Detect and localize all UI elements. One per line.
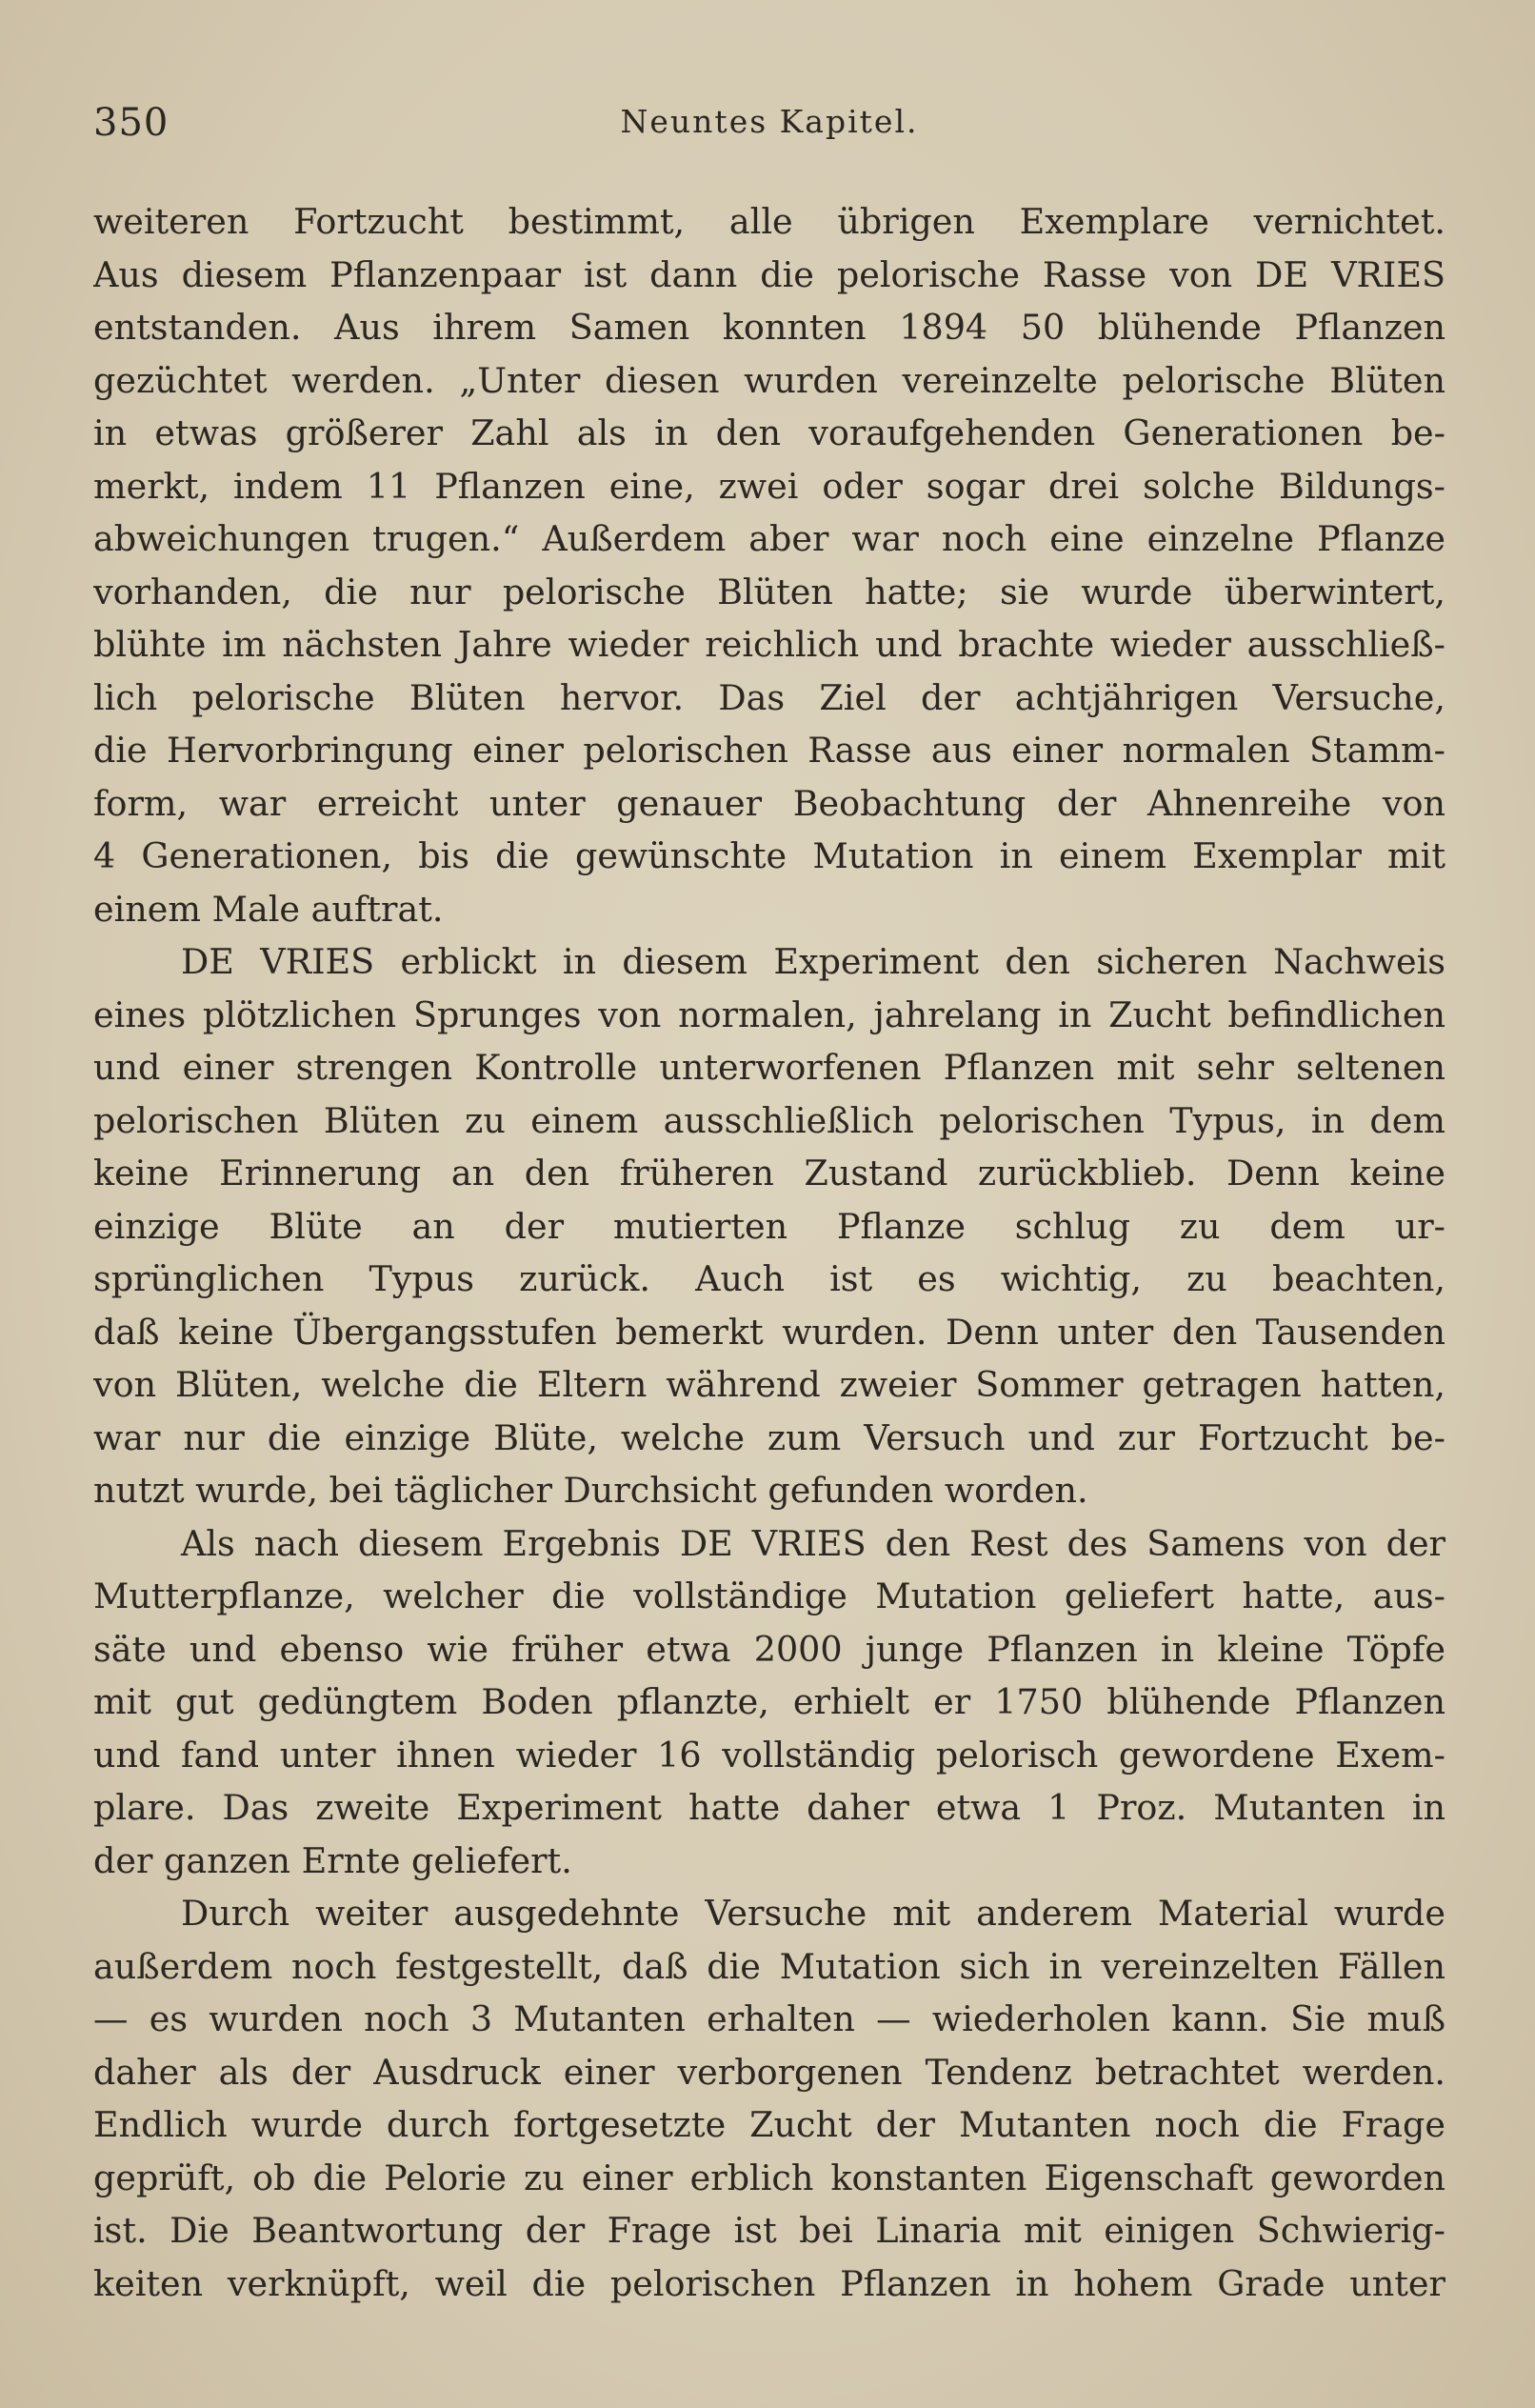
text-line: säte und ebenso wie früher etwa 2000 junge Pflanzen in kleine Töpfe	[93, 1628, 1445, 1670]
text-line: merkt, indem 11 Pflanzen eine, zwei oder sogar drei solche Bildungs-	[93, 465, 1445, 507]
text-line: daher als der Ausdruck einer verborgenen Tendenz betrachtet werden.	[93, 2051, 1445, 2093]
text-line: Endlich wurde durch fortgesetzte Zucht der Mutanten noch die Frage	[93, 2104, 1445, 2145]
page-number: 350	[93, 101, 169, 145]
paragraph-first-line: Als nach diesem Ergebnis DE VRIES den Rest des Samens von der	[181, 1522, 1445, 1564]
text-line: weiteren Fortzucht bestimmt, alle übrigen Exemplare vernichtet.	[93, 201, 1445, 242]
text-line: mit gut gedüngtem Boden pflanzte, erhielt er 1750 blühende Pflanzen	[93, 1681, 1445, 1722]
text-line: und einer strengen Kontrolle unterworfenen Pflanzen mit sehr seltenen	[93, 1047, 1445, 1088]
text-line: blühte im nächsten Jahre wieder reichlich und brachte wieder ausschließ-	[93, 624, 1445, 665]
text-line: außerdem noch festgestellt, daß die Mutation sich in vereinzelten Fällen	[93, 1945, 1445, 1987]
page-header	[93, 93, 1445, 150]
text-line: — es wurden noch 3 Mutanten erhalten — wiederholen kann. Sie muß	[93, 1998, 1445, 2039]
text-line: eines plötzlichen Sprunges von normalen, jahrelang in Zucht befindlichen	[93, 993, 1445, 1035]
text-line: 4 Generationen, bis die gewünschte Mutation in einem Exemplar mit	[93, 835, 1445, 876]
running-head: Neuntes Kapitel.	[620, 103, 919, 140]
text-line: keine Erinnerung an den früheren Zustand zurückblieb. Denn keine	[93, 1153, 1445, 1194]
text-line: daß keine Übergangsstufen bemerkt wurden. Denn unter den Tausenden	[93, 1311, 1445, 1353]
text-line: geprüft, ob die Pelorie zu einer erblich konstanten Eigenschaft geworden	[93, 2157, 1445, 2198]
text-line: Mutterpflanze, welcher die vollständige Mutation geliefert hatte, aus-	[93, 1575, 1445, 1616]
text-line: die Hervorbringung einer pelorischen Rasse aus einer normalen Stamm-	[93, 730, 1445, 771]
text-line: pelorischen Blüten zu einem ausschließlich pelorischen Typus, in dem	[93, 1099, 1445, 1141]
paragraph-first-line: Durch weiter ausgedehnte Versuche mit anderem Material wurde	[181, 1893, 1445, 1934]
text-line: von Blüten, welche die Eltern während zweier Sommer getragen hatten,	[93, 1364, 1445, 1405]
paragraph-first-line: DE VRIES erblickt in diesem Experiment den sicheren Nachweis	[181, 941, 1445, 982]
body-text	[93, 195, 1445, 2310]
text-line: form, war erreicht unter genauer Beobachtung der Ahnenreihe von	[93, 782, 1445, 824]
text-line: lich pelorische Blüten hervor. Das Ziel der achtjährigen Versuche,	[93, 676, 1445, 718]
text-line: in etwas größerer Zahl als in den voraufgehenden Generationen be-	[93, 412, 1445, 453]
text-line: sprünglichen Typus zurück. Auch ist es wichtig, zu beachten,	[93, 1258, 1445, 1299]
text-line: keiten verknüpft, weil die pelorischen Pflanzen in hohem Grade unter	[93, 2262, 1445, 2304]
text-line: einzige Blüte an der mutierten Pflanze schlug zu dem ur-	[93, 1205, 1445, 1247]
text-line: der ganzen Ernte geliefert.	[93, 1839, 572, 1881]
text-line: abweichungen trugen.“ Außerdem aber war noch eine einzelne Pflanze	[93, 518, 1445, 559]
text-line: nutzt wurde, bei täglicher Durchsicht gefunden worden.	[93, 1470, 1088, 1511]
text-line: plare. Das zweite Experiment hatte daher etwa 1 Proz. Mutanten in	[93, 1787, 1445, 1828]
text-line: gezüchtet werden. „Unter diesen wurden vereinzelte pelorische Blüten	[93, 359, 1445, 401]
text-line: ist. Die Beantwortung der Frage ist bei Linaria mit einigen Schwierig-	[93, 2210, 1445, 2251]
text-line: entstanden. Aus ihrem Samen konnten 1894 50 blühende Pflanzen	[93, 307, 1445, 348]
text-line: Aus diesem Pflanzenpaar ist dann die pelorische Rasse von DE VRIES	[93, 253, 1445, 295]
text-line: einem Male auftrat.	[93, 888, 444, 930]
text-line: und fand unter ihnen wieder 16 vollständig pelorisch gewordene Exem-	[93, 1734, 1445, 1776]
text-line: vorhanden, die nur pelorische Blüten hatte; sie wurde überwintert,	[93, 571, 1445, 612]
text-line: war nur die einzige Blüte, welche zum Versuch und zur Fortzucht be-	[93, 1416, 1445, 1458]
